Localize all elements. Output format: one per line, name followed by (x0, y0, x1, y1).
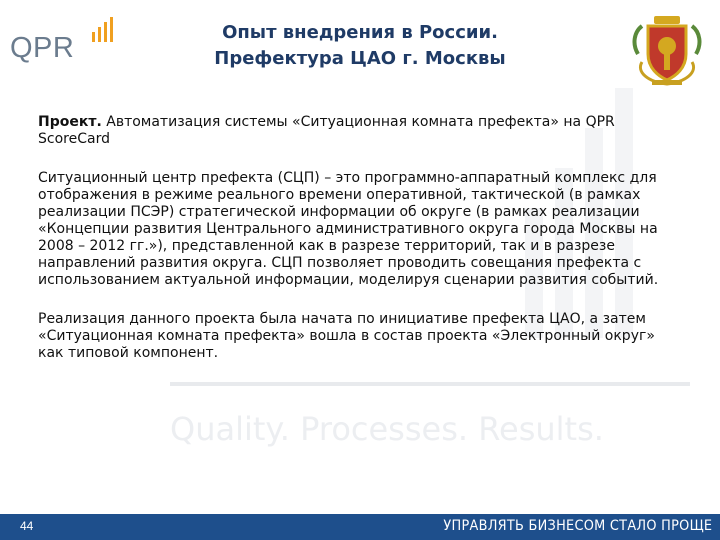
main-content (38, 114, 668, 384)
description-paragraph: Ситуационный центр префекта (СЦП) – это программно-аппаратный комплекс для отображения в режиме реального времени оперативной, тактической (в рамках реализации ПСЭР) стратегической информации об округе (в рамках реализации «Концепции развития Центрального административного округа города Москвы на 2008 – 2012 гг.»), представленной как в разрезе территорий, так и в разрезе направлений развития округа. СЦП позволяет проводить совещания префекта с использованием актуальной информации, моделируя сценарии развития событий. (38, 170, 659, 288)
title-line-2: Префектура ЦАО г. Москвы (214, 48, 506, 69)
project-label: Проект. (38, 114, 102, 130)
logo-text: QPR (10, 32, 75, 64)
logo-bars-icon (90, 16, 120, 44)
page-number: 44 (20, 519, 34, 533)
footer-bar (0, 514, 720, 540)
title-line-1: Опыт внедрения в России. (222, 22, 498, 43)
coat-of-arms-icon (628, 14, 706, 88)
qpr-logo (10, 14, 110, 66)
page-title (135, 20, 585, 72)
watermark-text: Quality. Processes. Results. (170, 410, 604, 448)
implementation-paragraph: Реализация данного проекта была начата по инициативе префекта ЦАО, а затем «Ситуационная комната префекта» вошла в состав проекта «Электронный округ» как типовой компонент. (38, 311, 655, 361)
project-text: Автоматизация системы «Ситуационная комната префекта» на QPR ScoreCard (38, 114, 615, 147)
footer-slogan: УПРАВЛЯТЬ БИЗНЕСОМ СТАЛО ПРОЩЕ (443, 518, 712, 534)
project-paragraph (38, 114, 668, 148)
